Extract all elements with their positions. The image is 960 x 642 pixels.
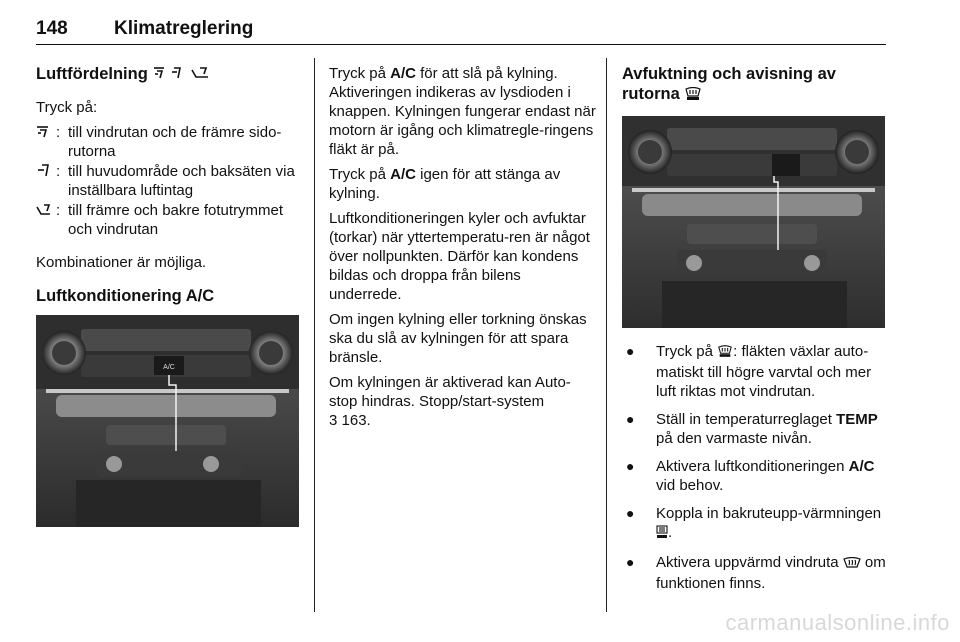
section-heading-demisting — [622, 64, 888, 106]
climate-panel-photo-defrost — [622, 116, 885, 328]
column-3 — [622, 64, 888, 602]
column-divider — [314, 58, 315, 612]
bullet-text — [656, 504, 888, 544]
bullet-dot: ● — [626, 343, 635, 359]
bullet-dot: ● — [626, 411, 635, 427]
column-divider — [606, 58, 607, 612]
column-2 — [329, 64, 597, 436]
air-feet-icon — [36, 201, 56, 239]
bullet-text — [656, 342, 888, 401]
instruction-list — [622, 342, 888, 593]
ac-term: A/C — [390, 166, 416, 183]
list-item — [36, 201, 302, 239]
chapter-title: Klimatreglering — [114, 18, 254, 39]
section-heading-air-distribution — [36, 64, 302, 84]
def-text: till främre och bakre fotutrymmet och vindrutan — [68, 202, 284, 238]
temp-term: TEMP — [836, 411, 878, 428]
heading-text: Avfuktning och avisning av rutorna — [622, 65, 836, 103]
list-item — [622, 504, 888, 544]
rear-defrost-icon — [656, 525, 668, 544]
bullet-text — [656, 457, 888, 495]
paragraph: Om ingen kylning eller torkning önskas ska du slå av kylningen för att spara bränsle. — [329, 311, 587, 366]
bullet-text — [656, 410, 888, 448]
page-number: 148 — [36, 18, 68, 39]
page-header — [36, 10, 886, 45]
section-heading-ac: Luftkonditionering A/C — [36, 287, 215, 305]
list-item — [622, 410, 888, 448]
text-run: om funktionen finns. — [656, 554, 886, 592]
text-run: Tryck på — [656, 343, 718, 360]
ac-term: A/C — [848, 458, 875, 475]
front-defrost-icon — [717, 344, 733, 363]
front-defrost-icon — [684, 86, 702, 106]
text-run: på den varmaste nivån. — [656, 430, 812, 447]
def-colon: : — [56, 202, 61, 219]
heated-windscreen-icon — [843, 555, 861, 574]
text-run: Aktivera luftkonditioneringen — [656, 458, 849, 475]
text-run: Ställ in temperaturreglaget — [656, 411, 837, 428]
text-run: : fläkten växlar auto-matiskt till högre varvtal och mer luft riktas mot vindrutan. — [656, 343, 872, 400]
ac-term: A/C — [390, 65, 416, 82]
paragraph — [329, 64, 597, 159]
def-text: till huvudområde och baksäten via inställbara luftintag — [68, 163, 295, 199]
text-run: Aktivera uppvärmd vindruta — [656, 554, 843, 571]
text-run: Om kylningen är aktiverad kan Auto-stop hindras. Stopp/start-system — [329, 374, 571, 410]
page-ref-link[interactable]: 163. — [337, 412, 371, 429]
text-run: för att slå på kylning. Aktiveringen indikeras av lysdioden i knappen. Kylningen fungerar endast när motorn är igång och klimatregle-ringens fläkt är på. — [329, 65, 596, 158]
air-windscreen-front-icon — [36, 123, 56, 161]
paragraph — [329, 373, 597, 430]
list-item — [622, 342, 888, 401]
bullet-dot: ● — [626, 458, 635, 474]
bullet-dot: ● — [626, 554, 635, 570]
air-distribution-icons — [152, 65, 210, 81]
bullet-text — [656, 553, 888, 593]
text-run: vid behov. — [656, 477, 724, 494]
column-1 — [36, 64, 302, 527]
text-run: Koppla in bakruteupp-värmningen — [656, 505, 882, 522]
combinations-text: Kombinationer är möjliga. — [36, 254, 207, 271]
watermark: carmanualsonline.info — [725, 610, 950, 635]
air-distribution-list — [36, 123, 302, 239]
paragraph: Luftkonditioneringen kyler och avfuktar (torkar) när yttertemperatu-ren är något över nollpunkten. Därför kan kondens bildas och droppa från bilens underrede. — [329, 210, 590, 303]
air-head-icon — [36, 162, 56, 200]
def-text: till vindrutan och de främre sido-rutorna — [68, 124, 282, 160]
text-run: Tryck på — [329, 166, 391, 183]
list-item — [622, 457, 888, 495]
ac-button-label: A/C — [163, 364, 175, 371]
climate-panel-photo-ac — [36, 315, 299, 527]
text-run: igen för att stänga av kylning. — [329, 166, 561, 202]
paragraph — [329, 165, 597, 203]
list-item — [622, 553, 888, 593]
text-run: . — [668, 524, 673, 541]
page-ref-arrow[interactable]: 3 — [329, 412, 338, 429]
bullet-dot: ● — [626, 505, 635, 521]
heading-text: Luftfördelning — [36, 65, 148, 83]
press-label: Tryck på: — [36, 99, 98, 116]
text-run: Tryck på — [329, 65, 391, 82]
list-item — [36, 162, 302, 200]
def-colon: : — [56, 163, 61, 180]
def-colon: : — [56, 124, 61, 141]
list-item — [36, 123, 302, 161]
